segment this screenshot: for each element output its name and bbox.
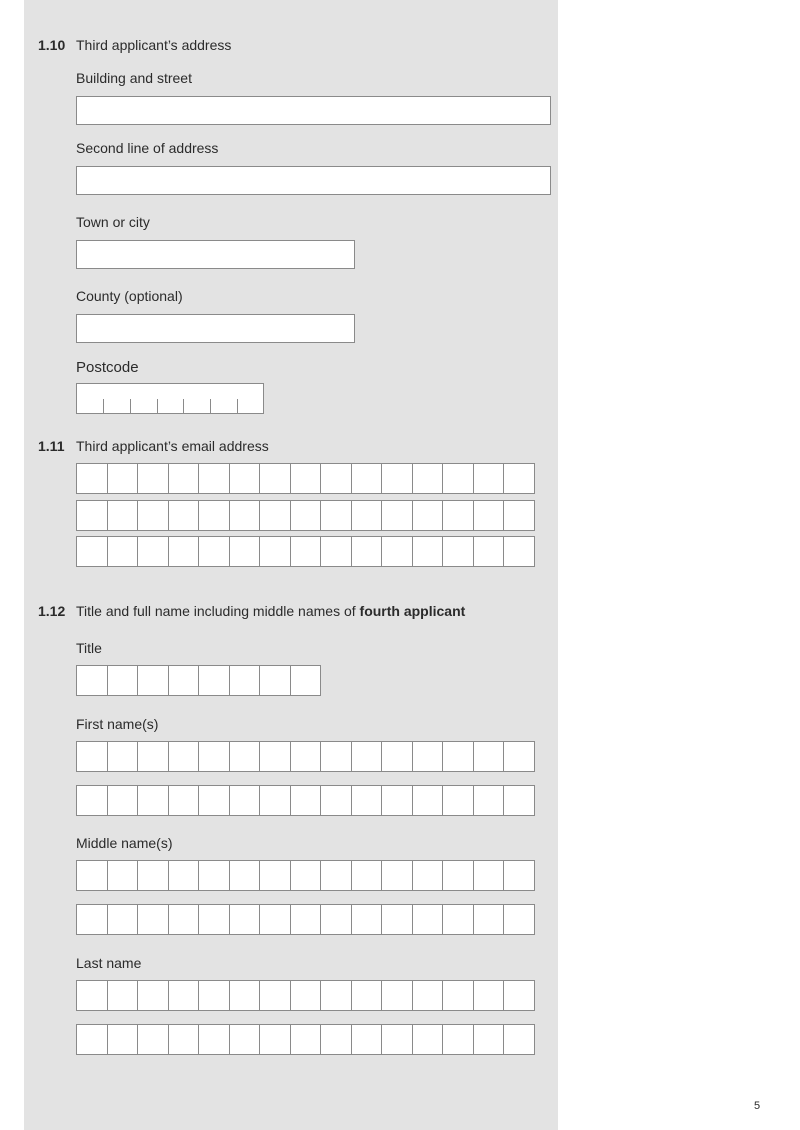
character-box[interactable] [199,536,230,567]
character-box[interactable] [352,463,383,494]
page-number: 5 [754,1100,761,1112]
character-box[interactable] [321,741,352,772]
character-box[interactable] [291,665,322,696]
character-box[interactable] [443,980,474,1011]
character-box[interactable] [382,860,413,891]
last-name-row-2[interactable] [76,1024,535,1055]
character-box[interactable] [504,500,535,531]
character-box[interactable] [138,665,169,696]
character-box[interactable] [77,1024,108,1055]
character-box[interactable] [169,785,200,816]
character-box[interactable] [108,741,139,772]
character-box[interactable] [413,463,444,494]
character-box[interactable] [504,463,535,494]
character-box[interactable] [108,665,139,696]
email-row-3[interactable] [76,536,535,567]
character-box[interactable] [77,536,108,567]
title-label: Title [76,640,102,656]
character-box[interactable] [230,785,261,816]
character-box[interactable] [443,463,474,494]
character-box[interactable] [138,536,169,567]
character-box[interactable] [230,665,261,696]
character-box[interactable] [138,500,169,531]
character-box[interactable] [108,463,139,494]
character-box[interactable] [321,1024,352,1055]
character-box[interactable] [352,904,383,935]
character-box[interactable] [321,536,352,567]
character-box[interactable] [352,741,383,772]
postcode-divider [183,399,184,413]
character-box[interactable] [443,860,474,891]
character-box[interactable] [260,1024,291,1055]
postcode-divider [210,399,211,413]
character-box[interactable] [443,1024,474,1055]
character-box[interactable] [291,980,322,1011]
character-box[interactable] [260,785,291,816]
character-box[interactable] [382,1024,413,1055]
character-box[interactable] [260,860,291,891]
character-box[interactable] [169,980,200,1011]
character-box[interactable] [108,536,139,567]
character-box[interactable] [169,665,200,696]
character-box[interactable] [382,500,413,531]
character-box[interactable] [230,1024,261,1055]
character-box[interactable] [138,980,169,1011]
character-box[interactable] [413,785,444,816]
character-box[interactable] [504,785,535,816]
character-box[interactable] [352,860,383,891]
building-street-field[interactable] [76,96,551,125]
town-city-label: Town or city [76,214,150,230]
postcode-divider [237,399,238,413]
character-box[interactable] [291,741,322,772]
character-box[interactable] [169,463,200,494]
character-box[interactable] [230,980,261,1011]
character-box[interactable] [352,1024,383,1055]
building-street-label: Building and street [76,70,192,86]
character-box[interactable] [199,1024,230,1055]
character-box[interactable] [443,904,474,935]
middle-names-row-1[interactable] [76,860,535,891]
character-box[interactable] [138,904,169,935]
character-box[interactable] [382,785,413,816]
character-box[interactable] [443,785,474,816]
character-box[interactable] [413,904,444,935]
character-box[interactable] [504,904,535,935]
character-box[interactable] [291,860,322,891]
character-box[interactable] [138,860,169,891]
character-box[interactable] [474,536,505,567]
character-box[interactable] [138,1024,169,1055]
character-box[interactable] [77,665,108,696]
character-box[interactable] [321,463,352,494]
middle-names-row-2[interactable] [76,904,535,935]
character-box[interactable] [504,860,535,891]
character-box[interactable] [260,536,291,567]
character-box[interactable] [169,500,200,531]
character-box[interactable] [138,741,169,772]
postcode-field[interactable] [76,383,264,414]
character-box[interactable] [352,980,383,1011]
character-box[interactable] [77,741,108,772]
character-box[interactable] [504,741,535,772]
character-box[interactable] [321,904,352,935]
character-box[interactable] [352,785,383,816]
character-box[interactable] [291,463,322,494]
character-box[interactable] [321,500,352,531]
character-box[interactable] [77,860,108,891]
postcode-divider [157,399,158,413]
character-box[interactable] [413,980,444,1011]
character-box[interactable] [77,785,108,816]
character-box[interactable] [352,536,383,567]
character-box[interactable] [199,463,230,494]
character-box[interactable] [260,904,291,935]
character-box[interactable] [169,904,200,935]
character-box[interactable] [382,741,413,772]
character-box[interactable] [260,741,291,772]
character-box[interactable] [108,1024,139,1055]
second-line-field[interactable] [76,166,551,195]
character-box[interactable] [413,536,444,567]
character-box[interactable] [230,860,261,891]
character-box[interactable] [199,980,230,1011]
character-box[interactable] [382,904,413,935]
character-box[interactable] [291,500,322,531]
character-box[interactable] [230,536,261,567]
character-box[interactable] [291,904,322,935]
character-box[interactable] [443,741,474,772]
character-box[interactable] [199,741,230,772]
character-box[interactable] [138,785,169,816]
character-box[interactable] [474,463,505,494]
town-city-field[interactable] [76,240,355,269]
character-box[interactable] [321,785,352,816]
character-box[interactable] [413,1024,444,1055]
character-box[interactable] [108,860,139,891]
character-box[interactable] [413,860,444,891]
character-box[interactable] [77,463,108,494]
character-box[interactable] [321,980,352,1011]
character-box[interactable] [321,860,352,891]
email-row-1[interactable] [76,463,535,494]
character-box[interactable] [352,500,383,531]
county-label: County (optional) [76,288,183,304]
character-box[interactable] [77,500,108,531]
first-names-row-2[interactable] [76,785,535,816]
character-box[interactable] [169,860,200,891]
character-box[interactable] [474,741,505,772]
character-box[interactable] [77,904,108,935]
character-box[interactable] [413,741,444,772]
question-text-1-11: Third applicant’s email address [76,438,269,454]
character-box[interactable] [77,980,108,1011]
character-box[interactable] [138,463,169,494]
character-box[interactable] [230,500,261,531]
last-name-label: Last name [76,955,142,971]
last-name-row-1[interactable] [76,980,535,1011]
question-number-1-12: 1.12 [38,603,66,619]
character-box[interactable] [260,500,291,531]
character-box[interactable] [199,904,230,935]
question-number-1-10: 1.10 [38,37,66,53]
character-box[interactable] [260,463,291,494]
character-box[interactable] [108,500,139,531]
character-box[interactable] [443,500,474,531]
character-box[interactable] [504,1024,535,1055]
character-box[interactable] [504,536,535,567]
character-box[interactable] [169,536,200,567]
county-field[interactable] [76,314,355,343]
character-box[interactable] [291,785,322,816]
character-box[interactable] [108,980,139,1011]
character-box[interactable] [443,536,474,567]
character-box[interactable] [413,500,444,531]
character-box[interactable] [108,785,139,816]
character-box[interactable] [230,904,261,935]
title-field[interactable] [76,665,321,696]
postcode-divider [130,399,131,413]
character-box[interactable] [169,741,200,772]
character-box[interactable] [230,741,261,772]
character-box[interactable] [199,665,230,696]
middle-names-label: Middle name(s) [76,835,173,851]
question-text-1-12-emphasis: fourth applicant [359,603,466,619]
character-box[interactable] [474,904,505,935]
question-number-1-11: 1.11 [38,438,65,454]
question-text-1-10: Third applicant’s address [76,37,232,53]
second-line-label: Second line of address [76,140,219,156]
character-box[interactable] [260,980,291,1011]
character-box[interactable] [230,463,261,494]
first-names-row-1[interactable] [76,741,535,772]
character-box[interactable] [474,785,505,816]
character-box[interactable] [291,536,322,567]
character-box[interactable] [260,665,291,696]
character-box[interactable] [504,980,535,1011]
character-box[interactable] [199,860,230,891]
character-box[interactable] [291,1024,322,1055]
character-box[interactable] [474,980,505,1011]
email-row-2[interactable] [76,500,535,531]
character-box[interactable] [382,980,413,1011]
postcode-divider [103,399,104,413]
question-text-1-12-prefix: Title and full name including middle names of [76,603,360,619]
character-box[interactable] [199,785,230,816]
character-box[interactable] [108,904,139,935]
first-names-label: First name(s) [76,716,159,732]
character-box[interactable] [382,536,413,567]
question-text-1-12 [76,603,465,619]
character-box[interactable] [474,500,505,531]
postcode-label: Postcode [76,359,139,376]
character-box[interactable] [474,860,505,891]
character-box[interactable] [169,1024,200,1055]
character-box[interactable] [382,463,413,494]
character-box[interactable] [199,500,230,531]
character-box[interactable] [474,1024,505,1055]
